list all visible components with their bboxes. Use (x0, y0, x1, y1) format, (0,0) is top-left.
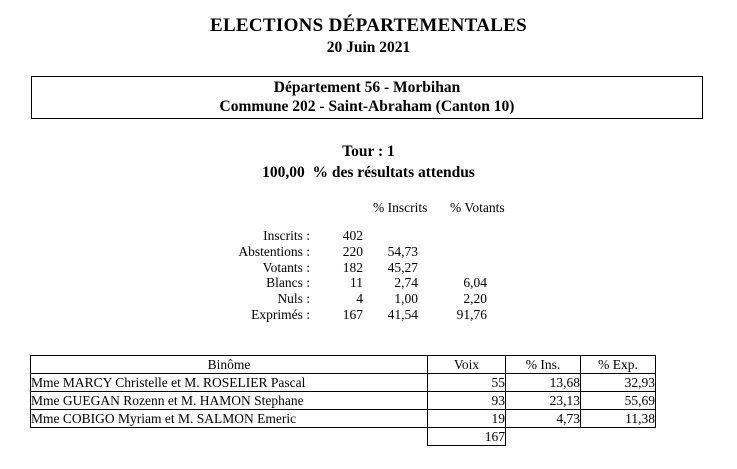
tour-label: Tour : 1 (342, 143, 395, 160)
pct-exp-value: 32,93 (581, 374, 656, 392)
column-header-binome: Binôme (31, 356, 428, 374)
stats-label: Blancs : (266, 275, 310, 291)
stats-pct-votants: 6,04 (463, 275, 487, 291)
total-voix-value: 167 (428, 428, 506, 446)
stats-pct-inscrits: 54,73 (387, 243, 418, 259)
stats-pct-inscrits: 41,54 (387, 306, 418, 322)
commune-line: Commune 202 - Saint-Abraham (Canton 10) (219, 98, 515, 115)
stats-label: Abstentions : (238, 243, 310, 259)
pct-ins-value: 23,13 (506, 392, 581, 410)
column-header-voix: Voix (428, 356, 506, 374)
total-row (31, 428, 656, 446)
total-row-spacer (31, 428, 428, 446)
stats-pct-votants (418, 228, 487, 244)
table-row (31, 392, 656, 410)
stats-count: 220 (342, 243, 363, 259)
stats-pct-inscrits: 1,00 (394, 291, 418, 307)
stats-count: 167 (342, 306, 363, 322)
binome-name: Mme GUEGAN Rozenn et M. HAMON Stephane (31, 392, 428, 410)
location-box (31, 76, 703, 119)
stats-pct-votants (418, 260, 487, 276)
stats-count: 11 (350, 275, 363, 291)
binome-name: Mme MARCY Christelle et M. ROSELIER Pascal (31, 374, 428, 392)
participation-stats (0, 228, 487, 323)
results-header-row (31, 356, 656, 374)
total-row-spacer (581, 428, 656, 446)
stats-row-nuls (0, 291, 487, 307)
departement-line: Département 56 - Morbihan (273, 79, 461, 96)
stats-pct-inscrits (363, 228, 418, 244)
stats-row-inscrits (0, 228, 487, 244)
participation-header-inscrits: % Inscrits (373, 200, 428, 215)
voix-value: 19 (428, 410, 506, 428)
page-title: ELECTIONS DÉPARTEMENTALES (209, 15, 528, 36)
pct-ins-value: 13,68 (506, 374, 581, 392)
stats-row-blancs (0, 275, 487, 291)
pct-ins-value: 4,73 (506, 410, 581, 428)
stats-pct-votants: 91,76 (456, 306, 487, 322)
stats-row-abstentions (0, 244, 487, 260)
stats-count: 4 (356, 291, 363, 307)
stats-pct-inscrits: 45,27 (387, 259, 418, 275)
stats-label: Nuls : (277, 291, 310, 307)
column-header-pct-ins: % Ins. (506, 356, 581, 374)
pct-exp-value: 55,69 (581, 392, 656, 410)
stats-pct-votants (418, 244, 487, 260)
stats-pct-inscrits: 2,74 (394, 275, 418, 291)
stats-row-exprimes (0, 307, 487, 323)
pct-exp-value: 11,38 (581, 410, 656, 428)
election-date: 20 Juin 2021 (326, 39, 411, 56)
binome-name: Mme COBIGO Myriam et M. SALMON Emeric (31, 410, 428, 428)
stats-label: Exprimés : (251, 306, 310, 322)
stats-count: 402 (342, 228, 363, 243)
voix-value: 55 (428, 374, 506, 392)
stats-label: Votants : (262, 259, 310, 275)
stats-count: 182 (342, 259, 363, 275)
stats-label: Inscrits : (263, 228, 310, 243)
stats-pct-votants: 2,20 (463, 291, 487, 307)
results-table (30, 355, 656, 446)
table-row (31, 410, 656, 428)
column-header-pct-exp: % Exp. (581, 356, 656, 374)
table-row (31, 374, 656, 392)
stats-row-votants (0, 260, 487, 276)
voix-value: 93 (428, 392, 506, 410)
total-row-spacer (506, 428, 581, 446)
participation-header-votants: % Votants (450, 200, 505, 215)
results-expected-label: 100,00 % des résultats attendus (262, 164, 475, 181)
